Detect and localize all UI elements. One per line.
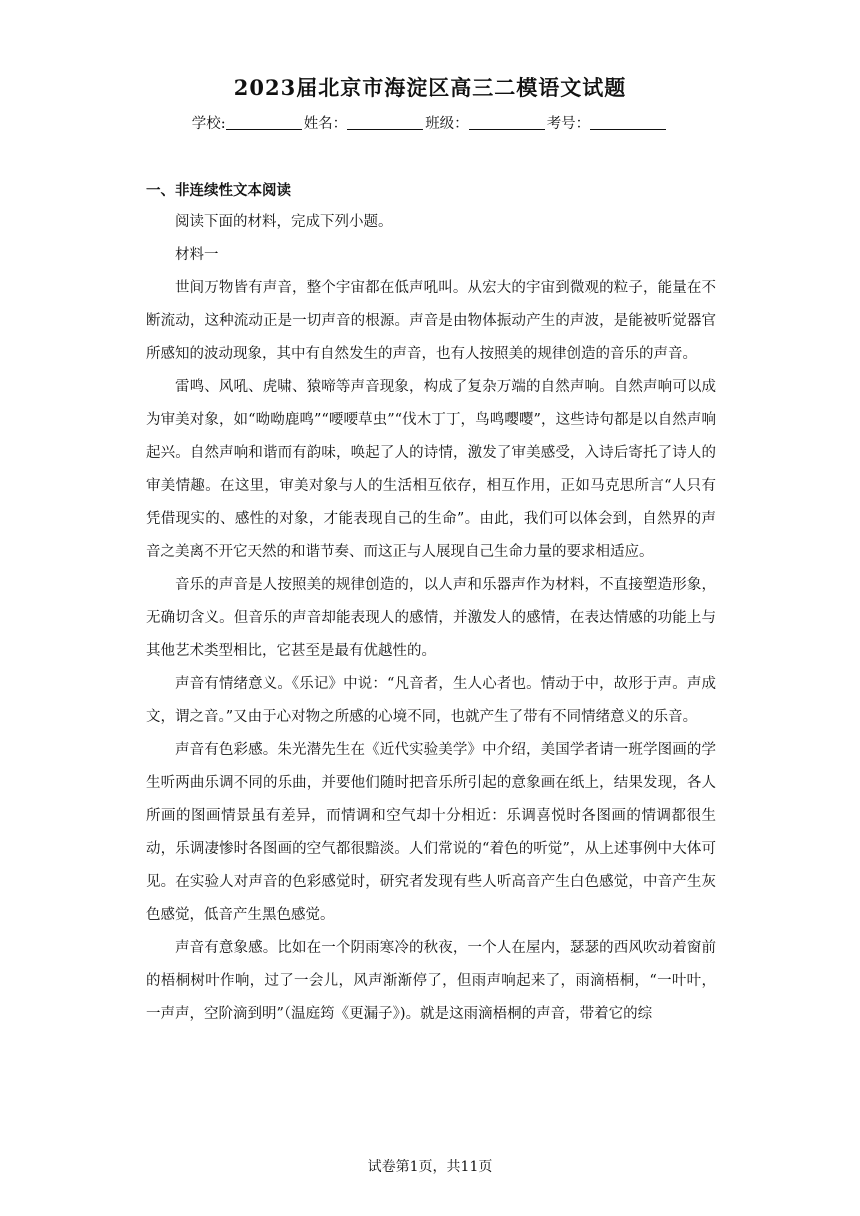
school-label: 学校:	[191, 116, 226, 132]
exam-number-blank	[590, 115, 666, 130]
paragraph-5: 声音有色彩感。朱光潜先生在《近代实验美学》中介绍，美国学者请一班学图画的学生听两曲乐调不同的乐曲，并要他们随时把音乐所引起的意象画在纸上，结果发现，各人所画的图画情景虽有差异，而情调和空气却十分相近：乐调喜悦时各图画的情调都很生动，乐调凄惨时各图画的空气都很黯淡。人们常说的“着色的听觉”，从上述事例中大体可见。在实验人对声音的色彩感觉时，研究者发现有些人听高音产生白色感觉，中音产生灰色感觉，低音产生黑色感觉。	[146, 742, 716, 923]
material-label: 材料一	[175, 247, 219, 263]
school-blank	[226, 115, 302, 130]
page-footer: 试卷第1页，共11页	[367, 1159, 493, 1175]
paragraph-3: 音乐的声音是人按照美的规律创造的，以人声和乐器声作为材料，不直接塑造形象，无确切含义。但音乐的声音却能表现人的感情，并激发人的感情，在表达情感的功能上与其他艺术类型相比，它甚至是最有优越性的。	[146, 577, 716, 659]
paragraph-2: 雷鸣、风吼、虎啸、猿啼等声音现象，构成了复杂万端的自然声响。自然声响可以成为审美对象，如“呦呦鹿鸣”“喓喓草虫”“伐木丁丁，鸟鸣嘤嘤”，这些诗句都是以自然声响起兴。自然声响和谐而有韵味，唤起了人的诗情，激发了审美感受，入诗后寄托了诗人的审美情趣。在这里，审美对象与人的生活相互依存，相互作用，正如马克思所言“人只有凭借现实的、感性的对象，才能表现自己的生命”。由此，我们可以体会到，自然界的声音之美离不开它天然的和谐节奏、而这正与人展现自己生命力量的要求相适应。	[146, 379, 716, 560]
paragraph-1: 世间万物皆有声音，整个宇宙都在低声吼叫。从宏大的宇宙到微观的粒子，能量在不断流动，这种流动正是一切声音的根源。声音是由物体振动产生的声波，是能被听觉器官所感知的波动现象，其中有自然发生的声音，也有人按照美的规律创造的音乐的声音。	[146, 280, 716, 362]
instruction-text: 阅读下面的材料，完成下列小题。	[175, 214, 393, 230]
name-blank	[347, 115, 423, 130]
class-label: 班级：	[425, 116, 469, 132]
student-info-line	[0, 112, 860, 133]
page-title: 2023届北京市海淀区高三二模语文试题	[233, 75, 627, 100]
reading-material	[146, 206, 716, 1031]
exam-number-label: 考号：	[546, 116, 591, 132]
paragraph-4: 声音有情绪意义。《乐记》中说：“凡音者，生人心者也。情动于中，故形于声。声成文，谓之音。”又由于心对物之所感的心境不同，也就产生了带有不同情绪意义的乐音。	[146, 676, 716, 725]
name-label: 姓名：	[303, 116, 348, 132]
section-heading: 一、非连续性文本阅读	[146, 182, 291, 199]
class-blank	[469, 115, 545, 130]
paragraph-6: 声音有意象感。比如在一个阴雨寒冷的秋夜，一个人在屋内，瑟瑟的西风吹动着窗前的梧桐树叶作响，过了一会儿，风声渐渐停了，但雨声响起来了，雨滴梧桐，“一叶叶，一声声，空阶滴到明”（温庭筠《更漏子》)。就是这雨滴梧桐的声音，带着它的综	[146, 940, 716, 1022]
